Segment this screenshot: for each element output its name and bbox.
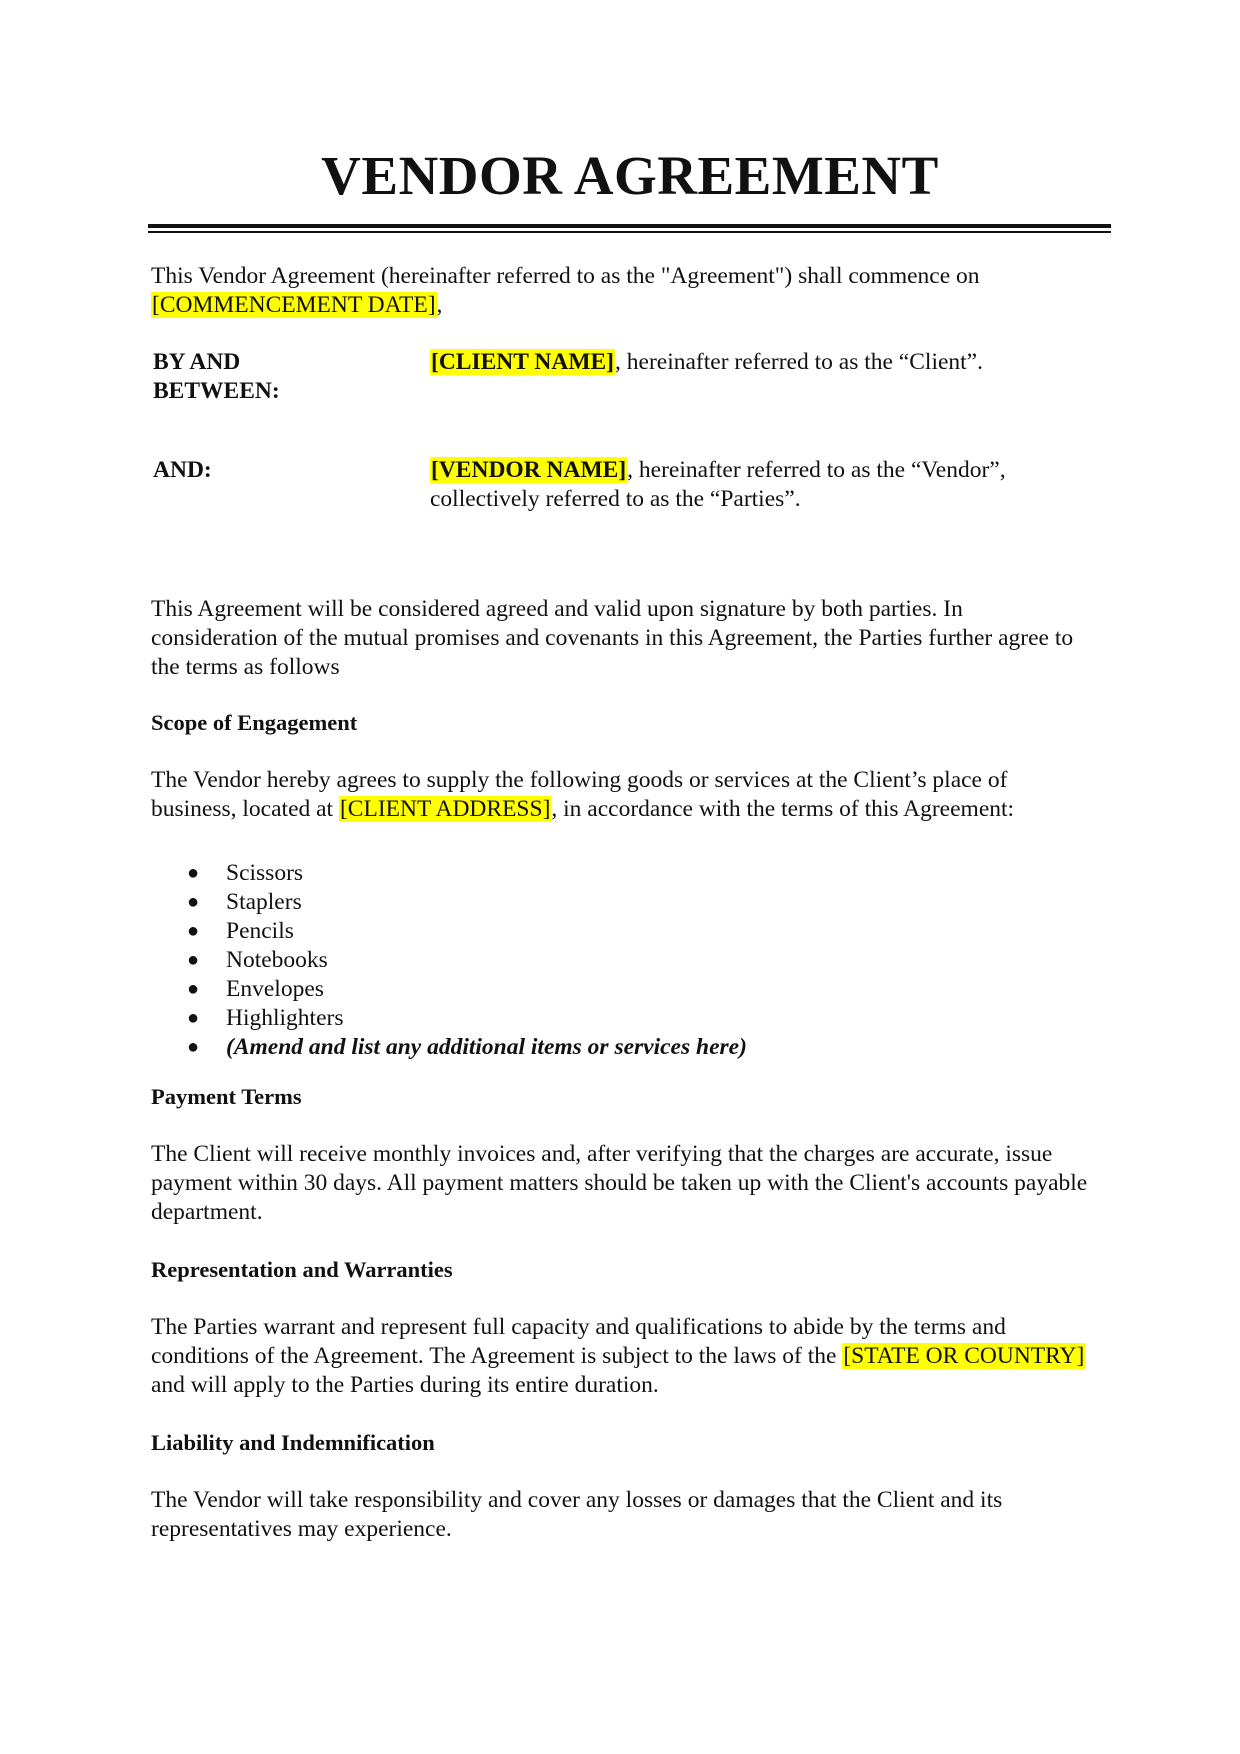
state-country-placeholder: [STATE OR COUNTRY] bbox=[843, 1343, 1085, 1369]
list-item: ● Pencils bbox=[187, 918, 294, 944]
items-list bbox=[151, 859, 747, 1062]
list-item: ● Staplers bbox=[187, 889, 302, 915]
list-item: ● (Amend and list any additional items or services here) bbox=[187, 1034, 747, 1060]
scope-paragraph bbox=[151, 766, 1091, 824]
vendor-party-label: AND: bbox=[153, 457, 212, 483]
client-party-label: BY AND BETWEEN: bbox=[153, 349, 280, 404]
intro-paragraph bbox=[151, 262, 1091, 320]
list-item: ● Envelopes bbox=[187, 976, 324, 1002]
bullet-icon: ● bbox=[187, 920, 200, 942]
representation-text-before: The Parties warrant and represent full capacity and qualifications to abide by the terms and conditions of the Agreement. The Agreement is subject to the laws of the bbox=[151, 1314, 1006, 1369]
commencement-date-placeholder: [COMMENCEMENT DATE] bbox=[152, 292, 436, 318]
representation-text-after: and will apply to the Parties during its entire duration. bbox=[151, 1372, 659, 1398]
title-rule-thick bbox=[148, 224, 1111, 228]
list-item: ● Scissors bbox=[187, 860, 304, 886]
client-name-placeholder: [CLIENT NAME] bbox=[431, 349, 615, 375]
bullet-icon: ● bbox=[187, 978, 200, 1000]
vendor-name-placeholder: [VENDOR NAME] bbox=[431, 457, 627, 483]
title-rule-thin bbox=[148, 231, 1111, 233]
client-address-placeholder: [CLIENT ADDRESS] bbox=[339, 796, 551, 822]
intro-text: This Vendor Agreement (hereinafter referred to as the "Agreement") shall commence on bbox=[151, 263, 980, 289]
bullet-icon: ● bbox=[187, 1007, 200, 1029]
client-party-text bbox=[430, 348, 1110, 377]
liability-heading: Liability and Indemnification bbox=[151, 1430, 435, 1455]
bullet-icon: ● bbox=[187, 891, 200, 913]
vendor-description: , hereinafter referred to as the “Vendor”, collectively referred to as the “Parties”. bbox=[430, 457, 1006, 512]
list-item: ● Notebooks bbox=[187, 947, 328, 973]
scope-text-after: , in accordance with the terms of this Agreement: bbox=[551, 796, 1015, 822]
liability-paragraph: The Vendor will take responsibility and cover any losses or damages that the Client and its representatives may experience. bbox=[151, 1487, 1003, 1542]
representation-heading: Representation and Warranties bbox=[151, 1257, 453, 1282]
bullet-icon: ● bbox=[187, 1036, 200, 1058]
agreement-paragraph: This Agreement will be considered agreed and valid upon signature by both parties. In consideration of the mutual promises and covenants in this Agreement, the Parties further agree to the terms as follows bbox=[151, 596, 1074, 680]
representation-paragraph bbox=[151, 1313, 1091, 1400]
bullet-icon: ● bbox=[187, 949, 200, 971]
list-item: ● Highlighters bbox=[187, 1005, 344, 1031]
vendor-party-text bbox=[430, 456, 1110, 514]
client-description: , hereinafter referred to as the “Client”. bbox=[615, 349, 983, 375]
scope-text-before: The Vendor hereby agrees to supply the following goods or services at the Client’s place of business, located at bbox=[151, 767, 1008, 822]
payment-heading: Payment Terms bbox=[151, 1084, 302, 1109]
intro-trailing: , bbox=[436, 292, 443, 318]
scope-heading: Scope of Engagement bbox=[151, 710, 358, 735]
payment-paragraph: The Client will receive monthly invoices and, after verifying that the charges are accurate, issue payment within 30 days. All payment matters should be taken up with the Client's accounts payable department. bbox=[151, 1141, 1088, 1225]
bullet-icon: ● bbox=[187, 862, 200, 884]
document-title: VENDOR AGREEMENT bbox=[321, 145, 939, 206]
